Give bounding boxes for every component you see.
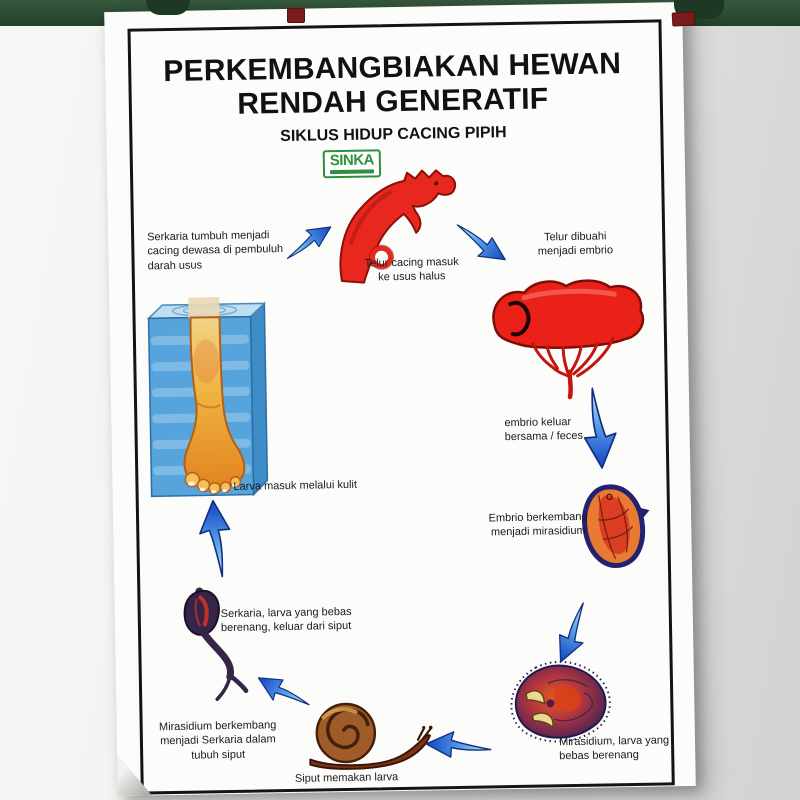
label-larva-masuk: Larva masuk melalui kulit [233, 478, 358, 493]
label-telur-masuk: Telur cacing masuk ke usus halus [364, 255, 459, 284]
poster-clip-right [672, 11, 696, 26]
foot-in-water-illustration [144, 296, 274, 506]
label-mirasidium-berkembang: Mirasidium berkembang menjadi Serkaria dalam tubuh siput [158, 719, 277, 762]
embryo-illustration [484, 276, 652, 403]
arrow-mirasidium-to-siput-icon [423, 726, 494, 761]
label-telur-dibuahi: Telur dibuahi menjadi embrio [537, 230, 614, 258]
poster-sheet [104, 2, 696, 796]
arrow-serkaria-to-kulit-icon [194, 495, 235, 582]
poster-title: PERKEMBANGBIAKAN HEWAN RENDAH GENERATIF [163, 47, 622, 121]
sinka-logo-tagline-bar [330, 169, 374, 174]
label-siput-memakan: Siput memakan larva [294, 771, 399, 785]
label-embrio-berkembang: Embrio berkembang menjadi mirasidium [488, 510, 588, 539]
sinka-logo-text: SINKA [329, 151, 375, 170]
poster-subtitle: SIKLUS HIDUP CACING PIPIH [280, 124, 507, 146]
label-embrio-keluar: embrio keluar bersama / feces [504, 416, 584, 444]
label-serkaria-keluar: Serkaria, larva yang bebas berenang, keluar dari siput [220, 605, 352, 635]
label-mirasidium-bebas: Mirasidium, larva yang bebas berenang [558, 734, 670, 763]
label-serkaria-tumbuh: Serkaria tumbuh menjadi cacing dewasa di pembuluh darah usus [147, 229, 284, 272]
sinka-logo [320, 149, 384, 178]
snail-illustration [295, 697, 434, 773]
sinka-logo-box [323, 149, 382, 178]
leaf-shape-left [146, 0, 190, 15]
poster-clip-left [287, 8, 305, 23]
